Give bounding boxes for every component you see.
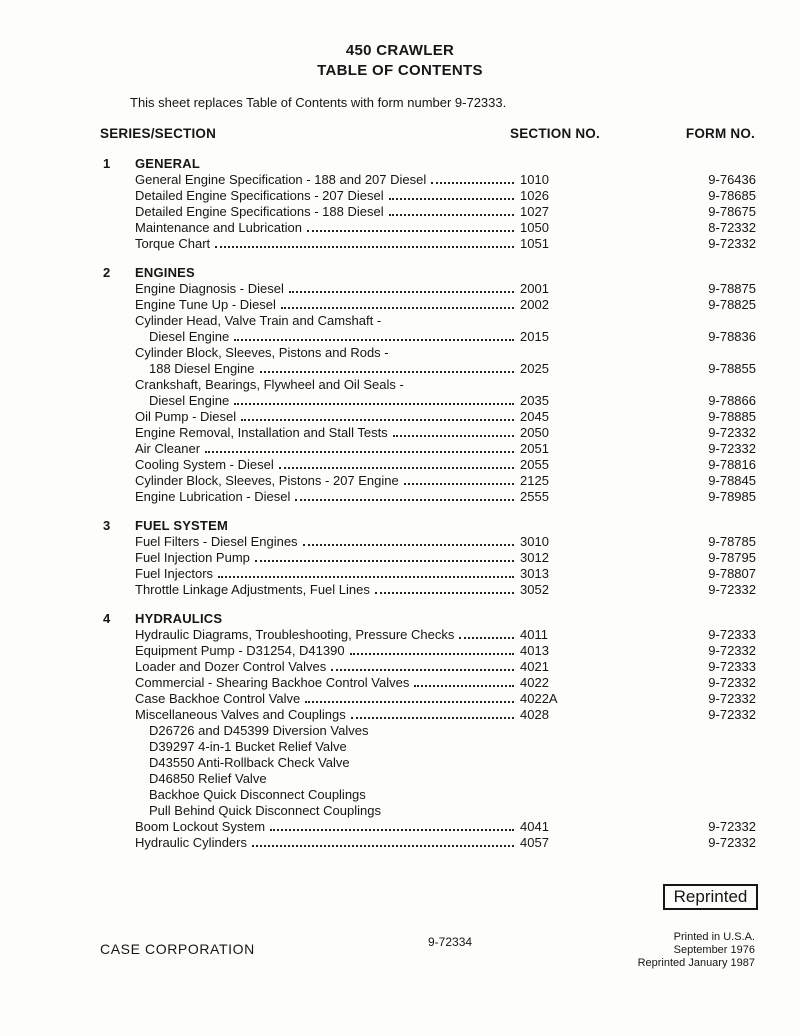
row-label: Engine Removal, Installation and Stall Tests <box>135 425 388 440</box>
row-label: Engine Lubrication - Diesel <box>135 489 291 504</box>
dot-leader <box>431 182 514 184</box>
row-form-no: 9-72333 <box>708 659 756 674</box>
row-section-no: 4011 <box>520 627 548 642</box>
toc-row <box>100 473 756 489</box>
row-label-cell <box>135 188 520 204</box>
row-label: Hydraulic Diagrams, Troubleshooting, Pressure Checks <box>135 627 455 642</box>
row-label: D26726 and D45399 Diversion Valves <box>149 723 369 738</box>
toc-row <box>100 819 756 835</box>
toc-row <box>100 393 756 409</box>
toc-row <box>100 361 756 377</box>
dot-leader <box>350 653 514 655</box>
row-form-no: 9-76436 <box>708 172 756 187</box>
row-section-no: 4022 <box>520 675 549 690</box>
row-label-cell <box>135 345 520 361</box>
row-label-cell <box>135 627 520 643</box>
row-section-no: 2051 <box>520 441 549 456</box>
row-label: Detailed Engine Specifications - 188 Diesel <box>135 204 384 219</box>
row-label-cell <box>135 771 520 787</box>
dot-leader <box>279 467 514 469</box>
row-section-no: 1051 <box>520 236 549 251</box>
section-name: ENGINES <box>135 265 195 280</box>
dot-leader <box>215 246 514 248</box>
row-form-no: 9-72332 <box>708 675 756 690</box>
row-label-cell <box>135 691 520 707</box>
dot-leader <box>351 717 514 719</box>
toc-section <box>100 265 756 505</box>
toc-row <box>100 582 756 598</box>
dot-leader <box>303 544 514 546</box>
dot-leader <box>393 435 514 437</box>
dot-leader <box>205 451 514 453</box>
section-number: 2 <box>103 265 111 280</box>
row-label-cell <box>135 550 520 566</box>
toc-row <box>100 534 756 550</box>
section-number: 3 <box>103 518 111 533</box>
row-label-cell <box>135 787 520 803</box>
row-label: Loader and Dozer Control Valves <box>135 659 327 674</box>
row-label-cell <box>135 723 520 739</box>
toc-row <box>100 188 756 204</box>
dot-leader <box>281 307 514 309</box>
row-label: Maintenance and Lubrication <box>135 220 302 235</box>
toc-row <box>100 281 756 297</box>
dot-leader <box>404 483 514 485</box>
row-label: Pull Behind Quick Disconnect Couplings <box>149 803 381 818</box>
row-form-no: 9-78875 <box>708 281 756 296</box>
row-form-no: 9-78845 <box>708 473 756 488</box>
reprinted-stamp <box>663 884 758 910</box>
printed-date-line: September 1976 <box>673 944 755 956</box>
dot-leader <box>389 198 514 200</box>
title-line-model: 450 CRAWLER <box>345 42 455 59</box>
row-label-cell <box>135 534 520 550</box>
row-form-no: 9-78685 <box>708 188 756 203</box>
dot-leader <box>252 845 514 847</box>
row-form-no: 9-78795 <box>708 550 756 565</box>
reprinted-date-line: Reprinted January 1987 <box>637 957 755 969</box>
row-section-no: 3052 <box>520 582 549 597</box>
row-section-no: 2055 <box>520 457 549 472</box>
row-label: General Engine Specification - 188 and 207 Diesel <box>135 172 427 187</box>
toc-row <box>100 425 756 441</box>
row-form-no: 9-78866 <box>708 393 756 408</box>
row-label: Cylinder Head, Valve Train and Camshaft - <box>135 313 382 328</box>
row-label-cell <box>135 393 520 409</box>
row-label-cell <box>135 457 520 473</box>
toc-section <box>100 156 756 252</box>
row-form-no: 9-72332 <box>708 691 756 706</box>
toc-row <box>100 771 756 787</box>
toc-row <box>100 723 756 739</box>
row-form-no: 9-72332 <box>708 425 756 440</box>
section-header <box>100 265 756 281</box>
row-label-cell <box>135 582 520 598</box>
row-label: Miscellaneous Valves and Couplings <box>135 707 346 722</box>
toc-row <box>100 489 756 505</box>
dot-leader <box>375 592 514 594</box>
section-number: 4 <box>103 611 111 626</box>
row-section-no: 4021 <box>520 659 549 674</box>
reprinted-stamp-label: Reprinted <box>673 887 748 906</box>
row-form-no: 9-72332 <box>708 819 756 834</box>
row-section-no: 2555 <box>520 489 549 504</box>
dot-leader <box>331 669 514 671</box>
row-section-no: 4013 <box>520 643 549 658</box>
row-label-cell <box>135 425 520 441</box>
replacement-note: This sheet replaces Table of Contents with form number 9-72333. <box>130 95 507 110</box>
page-title <box>0 41 800 81</box>
row-label: Equipment Pump - D31254, D41390 <box>135 643 345 658</box>
row-label: Cylinder Block, Sleeves, Pistons - 207 Engine <box>135 473 399 488</box>
section-header <box>100 611 756 627</box>
toc-row <box>100 236 756 252</box>
row-label: Detailed Engine Specifications - 207 Diesel <box>135 188 384 203</box>
row-label-cell <box>135 297 520 313</box>
row-label-cell <box>135 675 520 691</box>
dot-leader <box>305 701 514 703</box>
print-info <box>638 931 755 970</box>
dot-leader <box>295 499 514 501</box>
dot-leader <box>459 637 514 639</box>
toc-row <box>100 457 756 473</box>
row-label-cell <box>135 489 520 505</box>
row-form-no: 9-78785 <box>708 534 756 549</box>
toc-row <box>100 172 756 188</box>
toc-row <box>100 204 756 220</box>
row-label-cell <box>135 313 520 329</box>
row-label: Cylinder Block, Sleeves, Pistons and Rods - <box>135 345 389 360</box>
row-label: Hydraulic Cylinders <box>135 835 247 850</box>
column-headers <box>100 126 756 142</box>
column-header-section-no: SECTION NO. <box>510 126 600 141</box>
column-header-form-no: FORM NO. <box>685 126 755 141</box>
row-label-cell <box>135 819 520 835</box>
row-form-no: 9-72332 <box>708 582 756 597</box>
row-section-no: 3010 <box>520 534 549 549</box>
dot-leader <box>234 403 514 405</box>
section-header <box>100 156 756 172</box>
toc-row <box>100 345 756 361</box>
toc-row <box>100 550 756 566</box>
row-form-no: 9-78885 <box>708 409 756 424</box>
dot-leader <box>234 339 514 341</box>
row-label: Diesel Engine <box>149 393 230 408</box>
row-section-no: 2001 <box>520 281 549 296</box>
row-section-no: 3013 <box>520 566 549 581</box>
row-label-cell <box>135 441 520 457</box>
row-section-no: 4028 <box>520 707 549 722</box>
row-section-no: 2050 <box>520 425 549 440</box>
row-label: Cooling System - Diesel <box>135 457 274 472</box>
page-form-number: 9-72334 <box>428 935 473 949</box>
row-form-no: 9-78675 <box>708 204 756 219</box>
row-label: Case Backhoe Control Valve <box>135 691 301 706</box>
table-of-contents <box>100 126 756 864</box>
toc-row <box>100 739 756 755</box>
row-label: Backhoe Quick Disconnect Couplings <box>149 787 366 802</box>
row-label-cell <box>135 659 520 675</box>
row-label-cell <box>135 409 520 425</box>
toc-section <box>100 518 756 598</box>
row-section-no: 1027 <box>520 204 549 219</box>
row-label-cell <box>135 220 520 236</box>
section-header <box>100 518 756 534</box>
row-section-no: 2045 <box>520 409 549 424</box>
row-label: D46850 Relief Valve <box>149 771 267 786</box>
row-label-cell <box>135 172 520 188</box>
row-label: Throttle Linkage Adjustments, Fuel Lines <box>135 582 370 597</box>
row-label: Commercial - Shearing Backhoe Control Valves <box>135 675 410 690</box>
row-label: Fuel Injection Pump <box>135 550 250 565</box>
row-label: Engine Tune Up - Diesel <box>135 297 276 312</box>
row-form-no: 9-78816 <box>708 457 756 472</box>
row-form-no: 9-72332 <box>708 707 756 722</box>
row-form-no: 9-78985 <box>708 489 756 504</box>
row-label-cell <box>135 739 520 755</box>
row-label: Oil Pump - Diesel <box>135 409 237 424</box>
row-label: Crankshaft, Bearings, Flywheel and Oil Seals - <box>135 377 404 392</box>
row-label: Fuel Filters - Diesel Engines <box>135 534 298 549</box>
row-form-no: 9-78855 <box>708 361 756 376</box>
row-label-cell <box>135 204 520 220</box>
dot-leader <box>241 419 514 421</box>
row-form-no: 9-72333 <box>708 627 756 642</box>
row-section-no: 1010 <box>520 172 549 187</box>
toc-section <box>100 611 756 851</box>
printed-in-line: Printed in U.S.A. <box>673 931 755 943</box>
toc-row <box>100 659 756 675</box>
row-section-no: 2125 <box>520 473 549 488</box>
row-label-cell <box>135 473 520 489</box>
toc-row <box>100 675 756 691</box>
toc-row <box>100 409 756 425</box>
dot-leader <box>218 576 514 578</box>
row-label-cell <box>135 377 520 393</box>
row-label: Engine Diagnosis - Diesel <box>135 281 284 296</box>
toc-row <box>100 313 756 329</box>
toc-row <box>100 566 756 582</box>
toc-row <box>100 297 756 313</box>
row-form-no: 9-72332 <box>708 835 756 850</box>
dot-leader <box>255 560 514 562</box>
toc-row <box>100 803 756 819</box>
dot-leader <box>260 371 514 373</box>
row-section-no: 4041 <box>520 819 549 834</box>
row-label: 188 Diesel Engine <box>149 361 255 376</box>
toc-row <box>100 627 756 643</box>
section-name: HYDRAULICS <box>135 611 223 626</box>
toc-row <box>100 691 756 707</box>
row-label: Torque Chart <box>135 236 211 251</box>
row-label-cell <box>135 566 520 582</box>
row-form-no: 9-78836 <box>708 329 756 344</box>
row-label-cell <box>135 803 520 819</box>
dot-leader <box>289 291 514 293</box>
row-form-no: 9-72332 <box>708 236 756 251</box>
toc-row <box>100 755 756 771</box>
row-label-cell <box>135 361 520 377</box>
row-form-no: 9-78807 <box>708 566 756 581</box>
row-section-no: 3012 <box>520 550 549 565</box>
company-name: CASE CORPORATION <box>100 941 255 957</box>
row-label: Air Cleaner <box>135 441 201 456</box>
section-name: FUEL SYSTEM <box>135 518 228 533</box>
row-label: Diesel Engine <box>149 329 230 344</box>
row-section-no: 2015 <box>520 329 549 344</box>
row-section-no: 2002 <box>520 297 549 312</box>
row-label-cell <box>135 236 520 252</box>
row-label-cell <box>135 835 520 851</box>
column-header-series: SERIES/SECTION <box>100 126 217 141</box>
row-label: D39297 4-in-1 Bucket Relief Valve <box>149 739 347 754</box>
toc-row <box>100 220 756 236</box>
dot-leader <box>389 214 514 216</box>
row-form-no: 9-72332 <box>708 643 756 658</box>
row-section-no: 2035 <box>520 393 549 408</box>
row-section-no: 4022A <box>520 691 558 706</box>
dot-leader <box>414 685 514 687</box>
toc-row <box>100 329 756 345</box>
row-label-cell <box>135 281 520 297</box>
row-section-no: 1026 <box>520 188 549 203</box>
row-label: Boom Lockout System <box>135 819 266 834</box>
dot-leader <box>270 829 514 831</box>
row-label-cell <box>135 329 520 345</box>
title-line-toc: TABLE OF CONTENTS <box>317 62 483 79</box>
row-label-cell <box>135 755 520 771</box>
row-form-no: 9-72332 <box>708 441 756 456</box>
toc-row <box>100 377 756 393</box>
toc-row <box>100 707 756 723</box>
row-section-no: 4057 <box>520 835 549 850</box>
toc-row <box>100 787 756 803</box>
row-form-no: 9-78825 <box>708 297 756 312</box>
row-form-no: 8-72332 <box>708 220 756 235</box>
row-label: Fuel Injectors <box>135 566 214 581</box>
row-label-cell <box>135 643 520 659</box>
toc-sections <box>100 156 756 851</box>
section-name: GENERAL <box>135 156 200 171</box>
toc-row <box>100 835 756 851</box>
row-label-cell <box>135 707 520 723</box>
section-number: 1 <box>103 156 111 171</box>
row-label: D43550 Anti-Rollback Check Valve <box>149 755 350 770</box>
row-section-no: 1050 <box>520 220 549 235</box>
toc-row <box>100 643 756 659</box>
dot-leader <box>307 230 514 232</box>
row-section-no: 2025 <box>520 361 549 376</box>
toc-row <box>100 441 756 457</box>
